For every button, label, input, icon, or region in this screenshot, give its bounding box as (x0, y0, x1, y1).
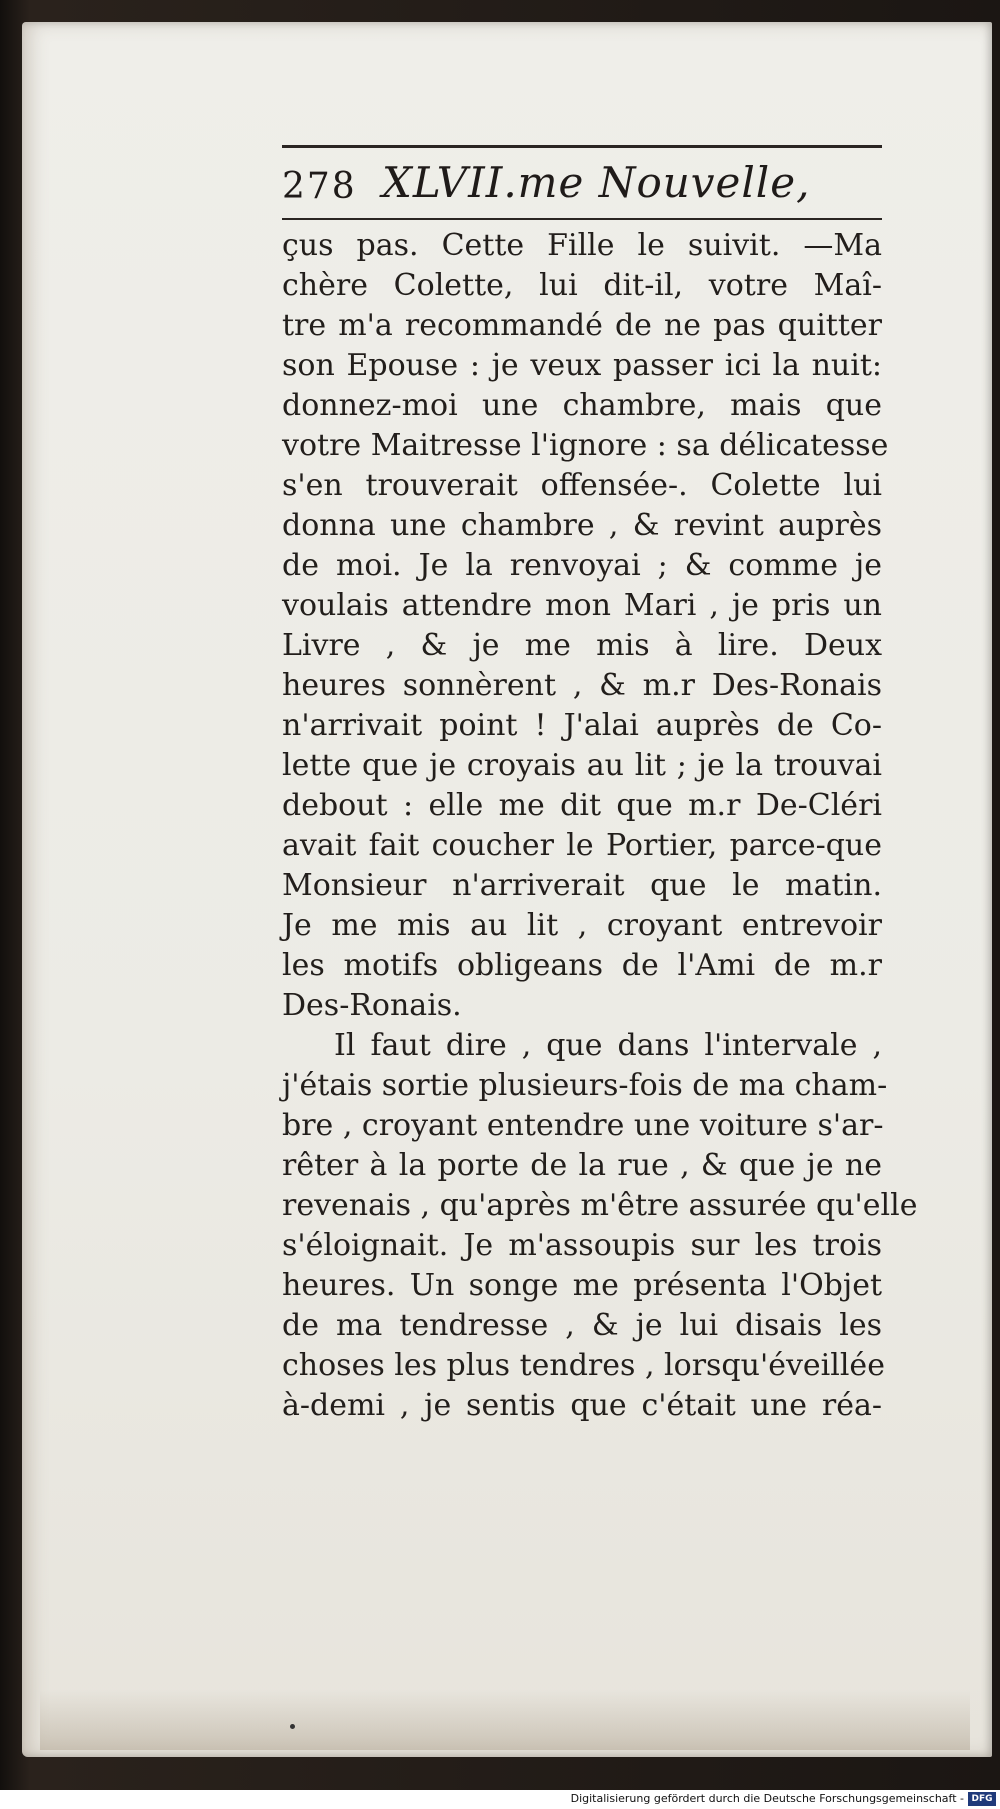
text-line: n'arrivait point ! J'alai auprès de Co- (282, 708, 882, 743)
text-line: s'éloignait. Je m'assoupis sur les trois (282, 1228, 882, 1263)
text-line: çus pas. Cette Fille le suivit. —Ma (282, 228, 882, 263)
text-line: lette que je croyais au lit ; je la trouvai (282, 748, 882, 783)
ink-speck (290, 1724, 295, 1729)
text-line: donnez-moi une chambre, mais que (282, 388, 882, 423)
paragraph-2 (282, 1026, 918, 1426)
text-line: tre m'a recommandé de ne pas quitter (282, 308, 882, 343)
text-line: de ma tendresse , & je lui disais les (282, 1308, 882, 1343)
text-line: de moi. Je la renvoyai ; & comme je (282, 548, 882, 583)
text-line: heures sonnèrent , & m.r Des-Ronais (282, 668, 882, 703)
text-line: j'étais sortie plusieurs-fois de ma cham- (282, 1068, 888, 1103)
digitization-footer (0, 1790, 1000, 1809)
text-line: chère Colette, lui dit-il, votre Maî- (282, 268, 882, 303)
text-line: votre Maitresse l'ignore : sa délicatesse (282, 428, 889, 463)
text-line: son Epouse : je veux passer ici la nuit: (282, 348, 882, 383)
text-line: rêter à la porte de la rue , & que je ne (282, 1148, 882, 1183)
body-text (282, 226, 918, 1426)
text-line: revenais , qu'après m'être assurée qu'elle (282, 1188, 918, 1223)
text-line: Je me mis au lit , croyant entrevoir (282, 908, 882, 943)
header-rule-bottom (282, 218, 882, 220)
page-bottom-edge (40, 1690, 970, 1750)
text-line: Livre , & je me mis à lire. Deux (282, 628, 882, 663)
text-line: donna une chambre , & revint auprès (282, 508, 882, 543)
dfg-logo-icon: DFG (968, 1792, 996, 1806)
text-line: à-demi , je sentis que c'était une réa- (282, 1388, 882, 1423)
paragraph-1 (282, 226, 889, 1026)
text-line: Monsieur n'arriverait que le matin. (282, 868, 882, 903)
text-line: debout : elle me dit que m.r De-Cléri (282, 788, 882, 823)
text-line: les motifs obligeans de l'Ami de m.r (282, 948, 882, 983)
text-line: heures. Un songe me présenta l'Objet (282, 1268, 882, 1303)
text-line: choses les plus tendres , lorsqu'éveillée (282, 1348, 885, 1383)
text-line: avait fait coucher le Portier, parce-que (282, 828, 882, 863)
text-line: voulais attendre mon Mari , je pris un (282, 588, 882, 623)
text-line: s'en trouverait offensée-. Colette lui (282, 468, 882, 503)
page-number: 278 (282, 166, 357, 207)
digitization-credit: Digitalisierung gefördert durch die Deutsche Forschungsgemeinschaft - (570, 1792, 964, 1805)
text-line: Des-Ronais. (282, 988, 462, 1023)
running-head (282, 158, 882, 216)
running-head-title: XLVII.me Nouvelle, (382, 158, 811, 207)
header-rule-top (282, 145, 882, 148)
text-line: bre , croyant entendre une voiture s'ar- (282, 1108, 884, 1143)
text-line: Il faut dire , que dans l'intervale , (334, 1028, 882, 1063)
